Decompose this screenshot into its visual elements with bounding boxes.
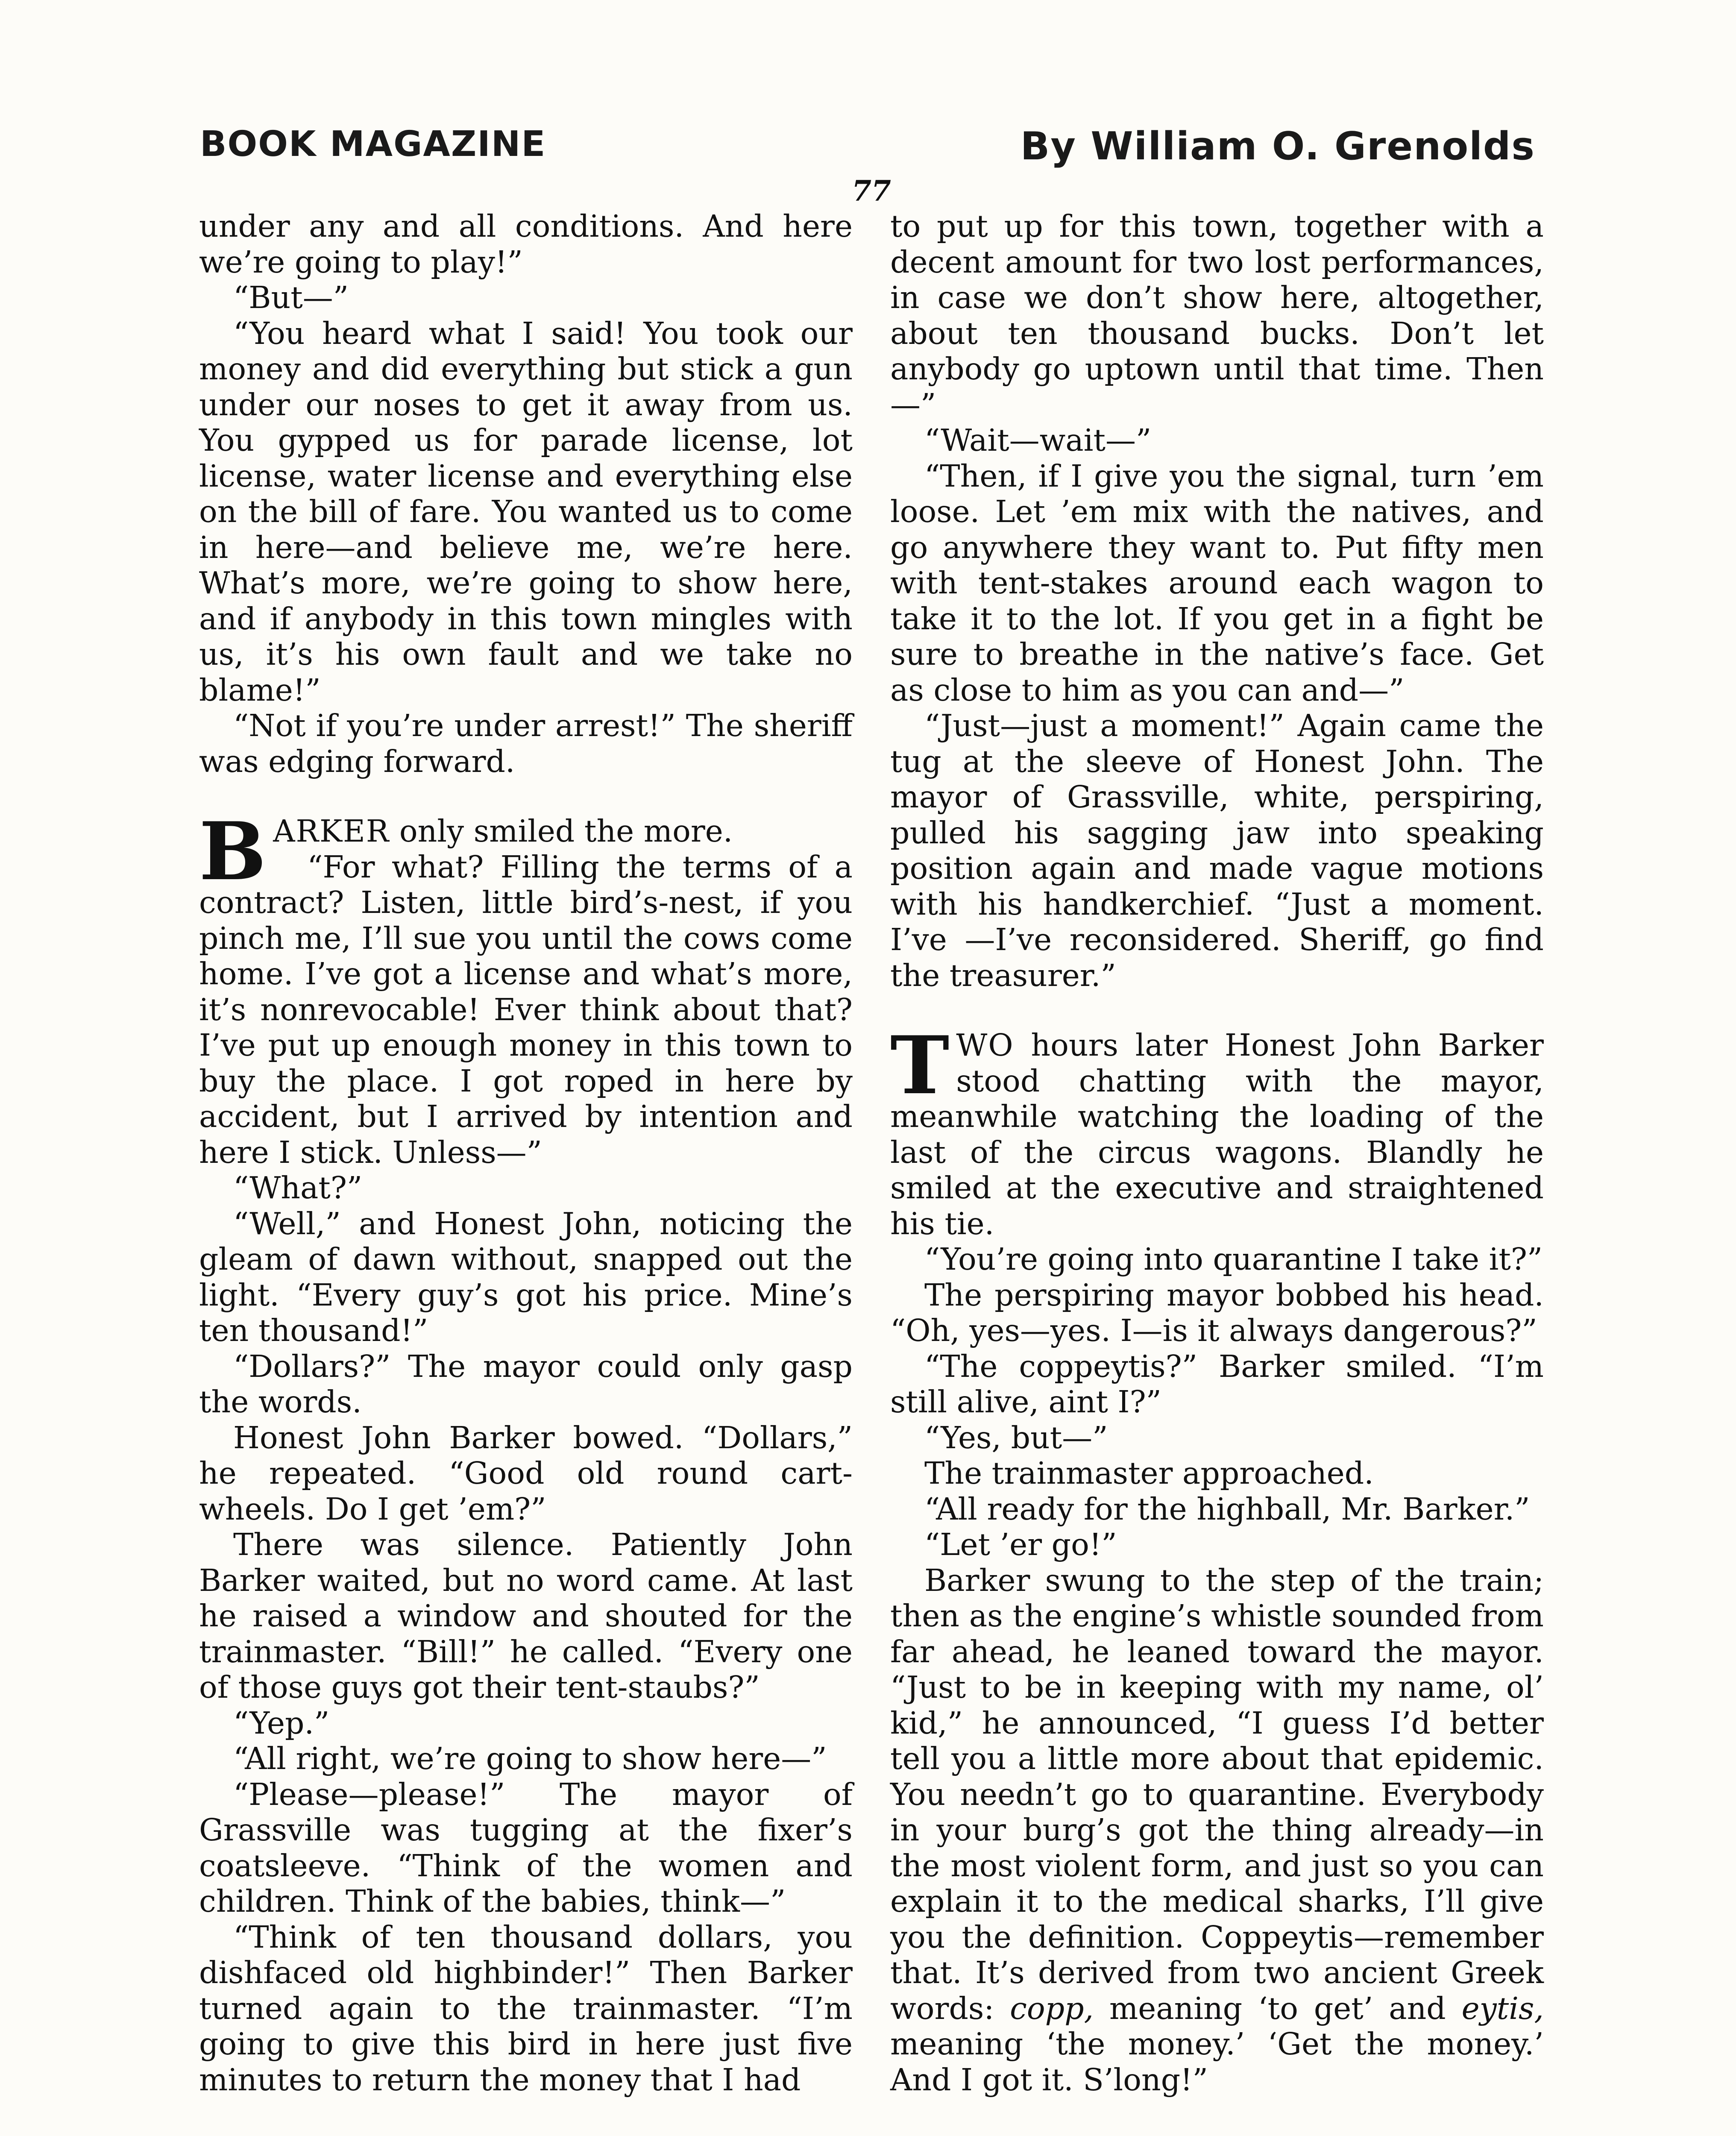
paragraph-with-drop-cap bbox=[890, 1018, 1544, 1241]
paragraph: “All right, we’re going to show here—” bbox=[233, 1741, 827, 1776]
paragraph: to put up for this town, together with a decent amount for two lost performances, in case we don’t show here, altogether, about ten thousand bucks. Don’t let anybody go uptown until that time. Then—” bbox=[890, 208, 1544, 423]
paragraph: “Yes, but—” bbox=[924, 1420, 1108, 1455]
page-number: 77 bbox=[852, 174, 891, 208]
drop-cap-continuation: ARKER bbox=[273, 813, 390, 849]
paragraph: “You heard what I said! You took our money and did everything but stick a gun under our noses to get it away from us. You gypped us for parade license, lot license, water license and everything else on the bill of fare. You wanted us to come in here—and believe me, we’re here. What’s more, we’re going to show here, and if anybody in this town mingles with us, it’s his own fault and we take no blame!” bbox=[199, 315, 853, 708]
paragraph: “The coppeytis?” Barker smiled. “I’m still alive, aint I?” bbox=[890, 1348, 1544, 1420]
paragraph: “For what? Filling the terms of a contract? Listen, little bird’s-nest, if you pinch me, I’ll sue you until the cows come home. I’ve got a license and what’s more, it’s nonrevocable! Ever think about that? I’ve put up enough money in this town to buy the place. I got roped in here by accident, but I arrived by intention and here I stick. Unless—” bbox=[199, 849, 853, 1170]
running-head-author: By William O. Grenolds bbox=[1020, 124, 1535, 169]
paragraph: “Just—just a moment!” Again came the tug at the sleeve of Honest John. The mayor of Grassville, white, perspiring, pulled his sagging jaw into speaking position again and made vague motions with his handkerchief. “Just a moment. I’ve —I’ve reconsidered. Sheriff, go find the treasurer.” bbox=[890, 708, 1544, 993]
italic-word: eytis, bbox=[1461, 1990, 1544, 2026]
paragraph: “Yep.” bbox=[233, 1705, 330, 1741]
paragraph: “Wait—wait—” bbox=[924, 423, 1152, 458]
paragraph: “But—” bbox=[233, 280, 349, 315]
drop-cap: T bbox=[890, 1018, 950, 1112]
paragraph: “Think of ten thousand dollars, you dishfaced old highbinder!” Then Barker turned again to the trainmaster. “I’m going to give this bird in here just five minutes to return the money that I had bbox=[199, 1919, 853, 2098]
paragraph: “Then, if I give you the signal, turn ’em loose. Let ’em mix with the natives, and go anywhere they want to. Put fifty men with tent-stakes around each wagon to take it to the lot. If you get in a fight be sure to breathe in the native’s face. Get as close to him as you can and—” bbox=[890, 458, 1544, 708]
paragraph: “Let ’er go!” bbox=[924, 1527, 1117, 1562]
paragraph: “Dollars?” The mayor could only gasp the words. bbox=[199, 1348, 853, 1420]
paragraph-text: Barker swung to the step of the train; then as the engine’s whistle sounded from far ahead, he leaned toward the mayor. “Just to be in keeping with my name, ol’ kid,” he announced, “I guess I’d better tell you a little more about that epidemic. You needn’t go to quarantine. Everybody in your burg’s got the thing already—in the most violent form, and just so you can explain it to the medical sharks, I’ll give you the definition. Coppeytis—remember that. It’s derived from two ancient Greek words: bbox=[890, 1562, 1544, 2026]
paragraph: “You’re going into quarantine I take it?” bbox=[924, 1241, 1543, 1277]
paragraph-text: only smiled the more. bbox=[390, 813, 733, 849]
paragraph: “Well,” and Honest John, noticing the gleam of dawn without, snapped out the light. “Every guy’s got his price. Mine’s ten thousand!” bbox=[199, 1206, 853, 1348]
paragraph: The trainmaster approached. bbox=[924, 1455, 1374, 1491]
paragraph bbox=[890, 1563, 1544, 2098]
paragraph-with-drop-cap bbox=[199, 804, 853, 898]
paragraph: Honest John Barker bowed. “Dollars,” he repeated. “Good old round cart-wheels. Do I get ’em?” bbox=[199, 1420, 853, 1527]
paragraph: “Please—please!” The mayor of Grassville was tugging at the fixer’s coatsleeve. “Think of the women and children. Think of the babies, think—” bbox=[199, 1776, 853, 1919]
drop-cap-continuation: WO bbox=[956, 1027, 1014, 1063]
drop-cap: B bbox=[199, 804, 267, 898]
paragraph: There was silence. Patiently John Barker waited, but no word came. At last he raised a window and shouted for the trainmaster. “Bill!” he called. “Every one of those guys got their tent-staubs?” bbox=[199, 1527, 853, 1705]
paragraph: “Not if you’re under arrest!” The sheriff was edging forward. bbox=[199, 708, 853, 779]
running-head-magazine: BOOK MAGAZINE bbox=[200, 124, 546, 164]
paragraph: “All ready for the highball, Mr. Barker.” bbox=[924, 1491, 1530, 1527]
paragraph: The perspiring mayor bobbed his head. “Oh, yes—yes. I—is it always dangerous?” bbox=[890, 1277, 1544, 1348]
paragraph: under any and all conditions. And here we’re going to play!” bbox=[199, 208, 853, 280]
paragraph-text: meaning ‘the money.’ ‘Get the money.’ And I got it. S’long!” bbox=[890, 2026, 1544, 2098]
right-text-column bbox=[890, 208, 1544, 2098]
left-text-column bbox=[199, 208, 853, 2098]
paragraph-text: hours later Honest John Barker stood chatting with the mayor, meanwhile watching the loading of the last of the circus wagons. Blandly he smiled at the executive and straightened his tie. bbox=[890, 1027, 1544, 1241]
paragraph: “What?” bbox=[233, 1170, 363, 1206]
italic-word: copp, bbox=[1010, 1990, 1094, 2026]
paragraph-text: meaning ‘to get’ and bbox=[1094, 1990, 1462, 2026]
